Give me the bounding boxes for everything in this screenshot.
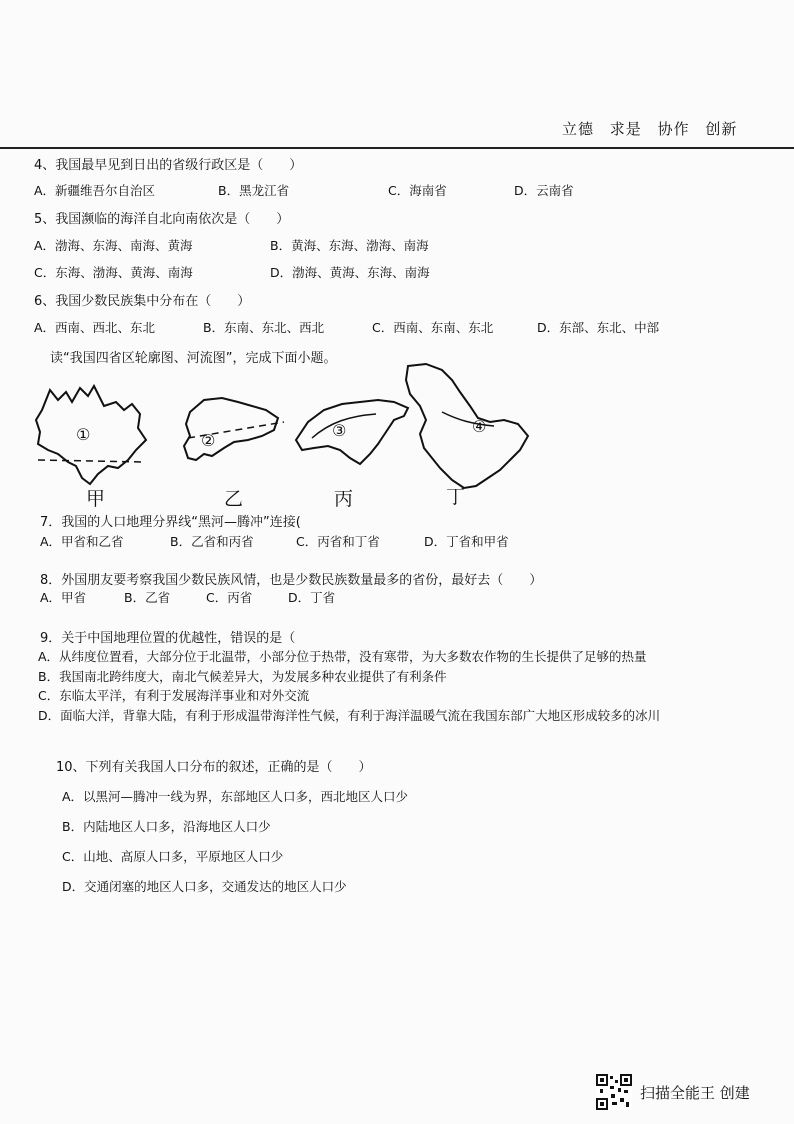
province-label-bing: 丙 [334, 488, 354, 510]
question-5-option-d: D．渤海、黄海、东海、南海 [270, 265, 430, 280]
question-7-option-d: D．丁省和甲省 [424, 534, 509, 549]
circle-label-2: ② [201, 431, 216, 450]
question-8-option-b: B．乙省 [124, 590, 171, 605]
header-divider [0, 147, 794, 149]
question-6-option-a: A．西南、西北、东北 [34, 320, 156, 335]
question-4-stem: 4、我国最早见到日出的省级行政区是（ ） [34, 158, 303, 173]
question-6-option-c: C．西南、东南、东北 [372, 320, 494, 335]
question-10-stem: 10、下列有关我国人口分布的叙述，正确的是（ ） [56, 760, 372, 775]
circle-label-4: ④ [472, 417, 487, 436]
question-8-option-d: D．丁省 [288, 590, 336, 605]
circle-label-3: ③ [332, 421, 347, 440]
province-label-yi: 乙 [224, 488, 244, 510]
province-jia-outline [36, 386, 146, 484]
question-4-option-d: D．云南省 [514, 183, 574, 198]
question-10-option-c: C．山地、高原人口多，平原地区人口少 [62, 849, 284, 864]
map-intro: 读“我国四省区轮廓图、河流图”，完成下面小题。 [50, 351, 337, 366]
question-5-stem: 5、我国濒临的海洋自北向南依次是（ ） [34, 212, 290, 227]
question-5-option-b: B．黄海、东海、渤海、南海 [270, 238, 429, 253]
question-9-option-d: D．面临大洋，背靠大陆，有利于形成温带海洋性气候，有利于海洋温暖气流在我国东部广大地区形成较多的冰川 [38, 708, 661, 723]
qr-code-icon [596, 1074, 632, 1110]
question-8-option-a: A．甲省 [40, 590, 87, 605]
question-6-option-d: D．东部、东北、中部 [537, 320, 660, 335]
question-9-option-c: C．东临太平洋，有利于发展海洋事业和对外交流 [38, 688, 310, 703]
question-10-option-d: D．交通闭塞的地区人口多，交通发达的地区人口少 [62, 879, 347, 894]
province-label-jia: 甲 [86, 488, 106, 510]
question-9-option-b: B．我国南北跨纬度大，南北气候差异大，为发展多种农业提供了有利条件 [38, 669, 447, 684]
motto-word: 协作 [657, 120, 690, 138]
province-outline-drawing [28, 362, 558, 512]
province-yi-outline [184, 398, 278, 460]
question-6-option-b: B．东南、东北、西北 [203, 320, 325, 335]
question-4-option-c: C．海南省 [388, 183, 447, 198]
question-6-stem: 6、我国少数民族集中分布在（ ） [34, 294, 251, 309]
question-9-option-a: A．从纬度位置看，大部分位于北温带，小部分位于热带，没有寒带，为大多数农作物的生长提供了足够的热量 [38, 649, 647, 664]
question-9-stem: 9．关于中国地理位置的优越性，错误的是（ [40, 631, 296, 646]
question-4-option-b: B．黑龙江省 [218, 183, 290, 198]
province-label-ding: 丁 [446, 486, 466, 508]
question-10-option-b: B．内陆地区人口多，沿海地区人口少 [62, 819, 271, 834]
province-outline-maps [28, 362, 558, 512]
question-7-option-c: C．丙省和丁省 [296, 534, 380, 549]
circle-label-1: ① [76, 425, 91, 444]
question-4-option-a: A．新疆维吾尔自治区 [34, 183, 156, 198]
motto-word: 创新 [705, 120, 738, 138]
question-8-option-c: C．丙省 [206, 590, 253, 605]
question-5-option-a: A．渤海、东海、南海、黄海 [34, 238, 193, 253]
question-7-option-b: B．乙省和丙省 [170, 534, 254, 549]
question-7-stem: 7．我国的人口地理分界线“黑河—腾冲”连接( [40, 515, 301, 530]
province-ding-outline [406, 364, 528, 488]
motto-word: 立德 [562, 120, 595, 138]
school-motto [562, 118, 747, 139]
question-8-stem: 8．外国朋友要考察我国少数民族风情，也是少数民族数量最多的省份，最好去（ ） [40, 573, 543, 588]
scanner-watermark-label: 扫描全能王 创建 [640, 1084, 750, 1102]
question-7-option-a: A．甲省和乙省 [40, 534, 124, 549]
motto-word: 求是 [609, 120, 642, 138]
question-5-option-c: C．东海、渤海、黄海、南海 [34, 265, 193, 280]
province-bing-outline [296, 400, 408, 464]
question-10-option-a: A．以黑河—腾冲一线为界，东部地区人口多，西北地区人口少 [62, 789, 409, 804]
